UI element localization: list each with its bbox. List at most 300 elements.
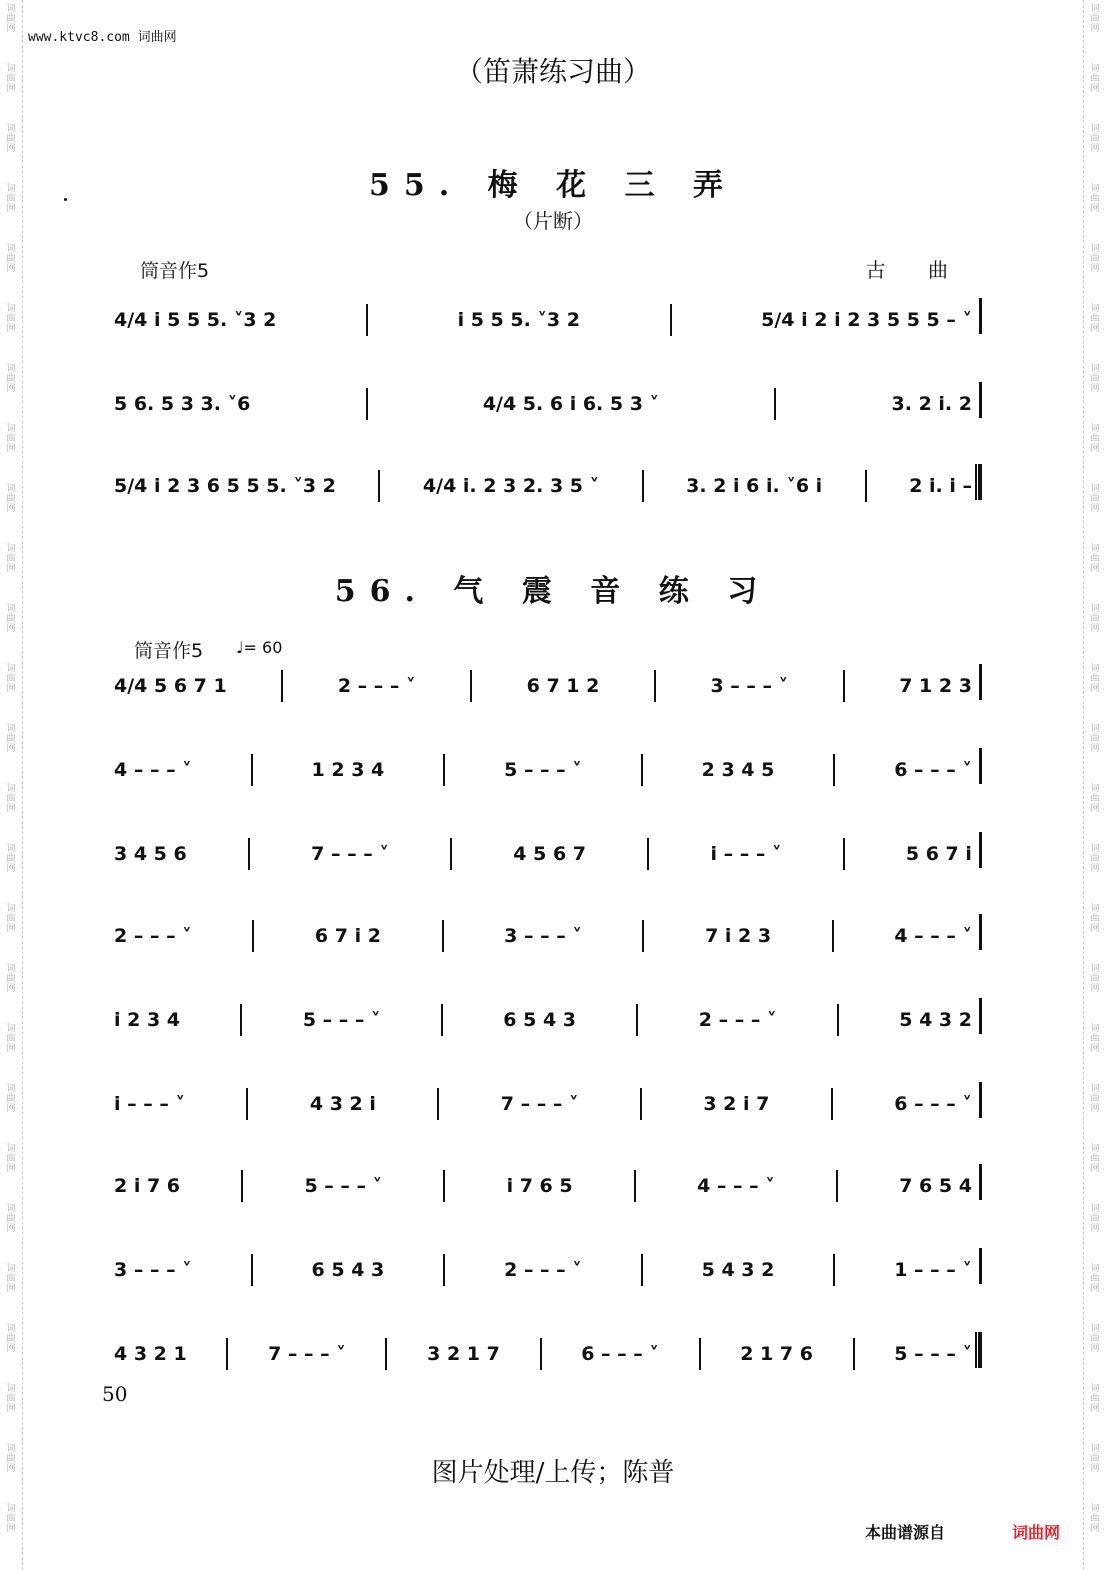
barline <box>281 670 283 702</box>
watermark-char: 曲 <box>1090 14 1100 24</box>
barline <box>979 914 982 950</box>
watermark-char: 曲 <box>6 134 16 144</box>
watermark-char: 词 <box>6 1504 16 1514</box>
watermark-char: 曲 <box>1090 1214 1100 1224</box>
barline <box>642 920 644 952</box>
watermark-char: 曲 <box>1090 1454 1100 1464</box>
measure: 6 7 1 2 <box>526 675 600 697</box>
watermark-group <box>0 1020 22 1080</box>
measure: 3 2 i 7 <box>703 1093 770 1115</box>
watermark-char: 曲 <box>1090 1154 1100 1164</box>
watermark-group <box>0 300 22 360</box>
watermark-char: 词 <box>6 784 16 794</box>
measure: 4 3 2 1 <box>114 1343 187 1365</box>
watermark-char: 词 <box>6 244 16 254</box>
watermark-char: 曲 <box>1090 1334 1100 1344</box>
measure: 5/4 i 2 3 6 5 5 5. ˅3 2 <box>114 475 336 497</box>
watermark-char: 词 <box>6 664 16 674</box>
watermark-char: 网 <box>6 564 16 574</box>
barline <box>979 832 982 868</box>
measure: 3 – – – ˅ <box>114 1259 192 1281</box>
piece-56-title: 56. 气 震 音 练 习 <box>334 574 772 609</box>
watermark-char: 网 <box>1090 264 1100 274</box>
watermark-char: 词 <box>1090 124 1100 134</box>
watermark-char: 词 <box>6 544 16 554</box>
watermark-char: 网 <box>6 1404 16 1414</box>
watermark-char: 网 <box>1090 984 1100 994</box>
watermark-char: 词 <box>6 1324 16 1334</box>
measure: i – – – ˅ <box>710 843 782 865</box>
watermark-char: 网 <box>6 24 16 34</box>
measure: i 2 3 4 <box>114 1009 181 1031</box>
notation-row <box>114 920 972 952</box>
measure: 1 2 3 4 <box>311 759 385 781</box>
watermark-char: 网 <box>6 444 16 454</box>
piece-55-key: 筒音作5 <box>140 260 210 282</box>
measure: 6 7 i 2 <box>314 925 381 947</box>
measure: 1 – – – ˅ <box>894 1259 972 1281</box>
barline <box>979 748 982 784</box>
barline <box>450 838 452 870</box>
barline <box>636 1004 638 1036</box>
measure: 2 – – – ˅ <box>698 1009 777 1031</box>
barline <box>843 838 845 870</box>
barline <box>252 920 254 952</box>
watermark-char: 词 <box>6 184 16 194</box>
watermark-char: 词 <box>1090 1384 1100 1394</box>
watermark-char: 网 <box>1090 1224 1100 1234</box>
watermark-char: 词 <box>6 124 16 134</box>
barline <box>837 1004 839 1036</box>
measure: 3. 2 i 6 i. ˅6 i <box>686 475 823 497</box>
watermark-group <box>0 1320 22 1380</box>
measure: 2 i. i – <box>909 475 972 497</box>
watermark-group <box>1084 900 1106 960</box>
watermark-char: 曲 <box>6 614 16 624</box>
barline <box>979 664 982 700</box>
watermark-char: 网 <box>6 864 16 874</box>
barline <box>251 1254 253 1286</box>
watermark-char: 网 <box>1090 204 1100 214</box>
watermark-char: 曲 <box>1090 374 1100 384</box>
piece-56-line-1 <box>110 662 982 704</box>
watermark-char: 词 <box>1090 364 1100 374</box>
measure: 7 1 2 3 <box>899 675 972 697</box>
measure: 3 – – – ˅ <box>504 925 582 947</box>
watermark-group <box>0 780 22 840</box>
watermark-char: 词 <box>1090 1084 1100 1094</box>
watermark-char: 词 <box>1090 64 1100 74</box>
watermark-char: 词 <box>6 4 16 14</box>
watermark-char: 词 <box>1090 304 1100 314</box>
watermark-char: 曲 <box>6 314 16 324</box>
watermark-char: 词 <box>6 424 16 434</box>
watermark-char: 网 <box>1090 444 1100 454</box>
watermark-char: 曲 <box>1090 614 1100 624</box>
watermark-char: 网 <box>6 1104 16 1114</box>
measure: 5 – – – ˅ <box>504 759 582 781</box>
watermark-group <box>0 1200 22 1260</box>
watermark-char: 曲 <box>6 1214 16 1224</box>
measure: 6 5 4 3 <box>311 1259 385 1281</box>
barline <box>470 670 472 702</box>
watermark-char: 曲 <box>1090 1514 1100 1524</box>
measure: 6 5 4 3 <box>503 1009 577 1031</box>
watermark-group <box>1084 1380 1106 1440</box>
watermark-group <box>1084 660 1106 720</box>
watermark-char: 网 <box>6 1524 16 1534</box>
barline <box>979 382 982 418</box>
barline <box>642 470 644 502</box>
barline <box>699 1338 701 1370</box>
watermark-char: 网 <box>6 1344 16 1354</box>
watermark-group <box>0 1260 22 1320</box>
watermark-char: 词 <box>6 1264 16 1274</box>
watermark-char: 词 <box>1090 1144 1100 1154</box>
measure: 2 1 7 6 <box>740 1343 813 1365</box>
measure: 5 6. 5 3 3. ˅6 <box>114 393 251 415</box>
notation-row <box>114 1170 972 1202</box>
watermark-char: 曲 <box>1090 254 1100 264</box>
barline <box>366 388 368 420</box>
watermark-char: 网 <box>1090 624 1100 634</box>
measure: 7 – – – ˅ <box>500 1093 579 1115</box>
barline <box>640 1088 642 1120</box>
book-title: （笛萧练习曲） <box>454 55 651 88</box>
watermark-group <box>0 720 22 780</box>
piece-56-line-4 <box>110 912 982 954</box>
watermark-char: 网 <box>6 804 16 814</box>
measure: 5 – – – ˅ <box>302 1009 381 1031</box>
watermark-char: 网 <box>1090 384 1100 394</box>
watermark-group <box>0 360 22 420</box>
measure: 4 3 2 i <box>309 1093 376 1115</box>
watermark-char: 网 <box>1090 24 1100 34</box>
watermark-char: 曲 <box>6 914 16 924</box>
watermark-char: 词 <box>1090 1444 1100 1454</box>
watermark-group <box>1084 1020 1106 1080</box>
measure: 5 – – – ˅ <box>304 1175 383 1197</box>
watermark-char: 词 <box>6 1444 16 1454</box>
watermark-group <box>1084 840 1106 900</box>
piece-55-subtitle: （片断） <box>513 209 593 233</box>
watermark-char: 曲 <box>1090 974 1100 984</box>
watermark-group <box>0 960 22 1020</box>
watermark-group <box>1084 1200 1106 1260</box>
watermark-char: 曲 <box>1090 854 1100 864</box>
watermark-char: 词 <box>1090 1204 1100 1214</box>
watermark-char: 词 <box>1090 1264 1100 1274</box>
barline <box>979 998 982 1034</box>
piece-56-line-5 <box>110 996 982 1038</box>
watermark-char: 曲 <box>1090 314 1100 324</box>
watermark-group <box>1084 240 1106 300</box>
measure: 3 – – – ˅ <box>710 675 789 697</box>
measure: 5 4 3 2 <box>899 1009 972 1031</box>
notation-row <box>114 670 972 702</box>
watermark-char: 网 <box>6 744 16 754</box>
watermark-char: 曲 <box>1090 1394 1100 1404</box>
watermark-char: 曲 <box>6 1094 16 1104</box>
piece-55-composer: 古 曲 <box>865 258 966 282</box>
watermark-char: 网 <box>6 1284 16 1294</box>
watermark-char: 网 <box>6 1164 16 1174</box>
watermark-group <box>0 420 22 480</box>
piece-56-line-3 <box>110 830 982 872</box>
barline <box>641 754 643 786</box>
watermark-char: 曲 <box>6 14 16 24</box>
piece-55-title: 55. 梅 花 三 弄 <box>369 168 737 203</box>
watermark-char: 网 <box>1090 744 1100 754</box>
watermark-char: 词 <box>1090 1324 1100 1334</box>
piece-56-line-6 <box>110 1080 982 1122</box>
barline <box>833 1254 835 1286</box>
watermark-char: 词 <box>6 304 16 314</box>
measure: 4 – – – ˅ <box>114 759 192 781</box>
measure: 4/4 5. 6 i 6. 5 3 ˅ <box>482 393 660 415</box>
notation-row <box>114 1004 972 1036</box>
watermark-char: 曲 <box>6 854 16 864</box>
watermark-char: 曲 <box>6 1154 16 1164</box>
watermark-group <box>1084 720 1106 780</box>
watermark-char: 网 <box>6 384 16 394</box>
barline <box>831 1088 833 1120</box>
watermark-char: 曲 <box>1090 794 1100 804</box>
watermark-char: 曲 <box>6 1394 16 1404</box>
barline <box>378 470 380 502</box>
watermark-group <box>1084 1500 1106 1560</box>
page-number: 50 <box>102 1382 128 1406</box>
watermark-char: 网 <box>1090 864 1100 874</box>
measure: 5 6 7 i <box>905 843 972 865</box>
watermark-char: 词 <box>6 1024 16 1034</box>
barline <box>441 1004 443 1036</box>
barline <box>670 304 672 336</box>
watermark-char: 曲 <box>1090 134 1100 144</box>
watermark-group <box>1084 420 1106 480</box>
source-site-link[interactable]: 词曲网 <box>1012 1523 1061 1542</box>
measure: i – – – ˅ <box>114 1093 185 1115</box>
watermark-char: 网 <box>1090 1164 1100 1174</box>
measure: 3. 2 i. 2 <box>891 393 972 415</box>
watermark-group <box>0 1140 22 1200</box>
site-url: www.ktvc8.com 词曲网 <box>28 30 177 45</box>
notation-row <box>114 470 972 502</box>
watermark-char: 网 <box>1090 144 1100 154</box>
watermark-char: 曲 <box>6 434 16 444</box>
watermark-char: 网 <box>6 204 16 214</box>
watermark-char: 词 <box>1090 484 1100 494</box>
measure: 5 – – – ˅ <box>894 1343 972 1365</box>
watermark-char: 曲 <box>6 494 16 504</box>
notation-row <box>114 304 972 336</box>
watermark-char: 曲 <box>6 794 16 804</box>
watermark-char: 词 <box>1090 844 1100 854</box>
watermark-char: 网 <box>6 624 16 634</box>
final-barline <box>975 1332 982 1368</box>
watermark-char: 网 <box>1090 1044 1100 1054</box>
watermark-char: 词 <box>1090 184 1100 194</box>
watermark-char: 曲 <box>6 674 16 684</box>
source-label: 本曲谱源自 <box>865 1523 946 1542</box>
watermark-group <box>1084 360 1106 420</box>
watermark-char: 词 <box>6 1204 16 1214</box>
barline <box>654 670 656 702</box>
watermark-char: 曲 <box>6 374 16 384</box>
measure: 6 – – – ˅ <box>894 759 972 781</box>
measure: 4 – – – ˅ <box>697 1175 775 1197</box>
measure: 3 4 5 6 <box>114 843 187 865</box>
piece-56-line-9 <box>110 1330 982 1372</box>
barline <box>865 470 867 502</box>
measure: 2 – – – ˅ <box>337 675 416 697</box>
watermark-char: 网 <box>1090 1464 1100 1474</box>
final-barline <box>975 464 982 500</box>
watermark-char: 词 <box>1090 4 1100 14</box>
barline <box>832 920 834 952</box>
barline <box>979 298 982 334</box>
measure: 2 – – – ˅ <box>114 925 192 947</box>
barline <box>540 1338 542 1370</box>
watermark-char: 词 <box>6 604 16 614</box>
watermark-char: 词 <box>6 724 16 734</box>
watermark-char: 曲 <box>1090 734 1100 744</box>
barline <box>246 1088 248 1120</box>
watermark-char: 曲 <box>6 554 16 564</box>
notation-row <box>114 1338 972 1370</box>
barline <box>366 304 368 336</box>
watermark-char: 曲 <box>1090 1034 1100 1044</box>
watermark-char: 网 <box>1090 84 1100 94</box>
watermark-group <box>1084 1260 1106 1320</box>
measure: 4/4 i 5 5 5. ˅3 2 <box>114 309 277 331</box>
watermark-group <box>0 840 22 900</box>
watermark-char: 词 <box>1090 904 1100 914</box>
piece-55-line-2 <box>110 380 982 422</box>
measure: 5 4 3 2 <box>701 1259 775 1281</box>
watermark-group <box>1084 480 1106 540</box>
watermark-group <box>0 660 22 720</box>
watermark-group <box>1084 780 1106 840</box>
watermark-char: 曲 <box>6 1454 16 1464</box>
barline <box>437 1088 439 1120</box>
notation-row <box>114 838 972 870</box>
watermark-char: 曲 <box>6 254 16 264</box>
measure: 4/4 5 6 7 1 <box>114 675 227 697</box>
barline <box>248 838 250 870</box>
watermark-char: 曲 <box>1090 194 1100 204</box>
notation-row <box>114 1088 972 1120</box>
measure: i 5 5 5. ˅3 2 <box>457 309 580 331</box>
watermark-group <box>1084 300 1106 360</box>
piece-56-key: 筒音作5 <box>134 640 204 662</box>
watermark-char: 曲 <box>6 734 16 744</box>
watermark-char: 网 <box>1090 924 1100 934</box>
barline <box>442 920 444 952</box>
measure: 7 – – – ˅ <box>311 843 389 865</box>
measure: 7 6 5 4 <box>899 1175 972 1197</box>
barline <box>853 1338 855 1370</box>
watermark-group <box>1084 1080 1106 1140</box>
watermark-char: 词 <box>6 1084 16 1094</box>
watermark-char: 曲 <box>6 1334 16 1344</box>
notation-row <box>114 754 972 786</box>
barline <box>443 754 445 786</box>
watermark-char: 网 <box>6 144 16 154</box>
watermark-char: 网 <box>6 924 16 934</box>
watermark-char: 网 <box>6 1044 16 1054</box>
watermark-char: 网 <box>1090 1284 1100 1294</box>
watermark-char: 曲 <box>1090 554 1100 564</box>
barline <box>979 1082 982 1118</box>
measure: 4 – – – ˅ <box>894 925 972 947</box>
barline <box>385 1338 387 1370</box>
barline <box>979 1248 982 1284</box>
watermark-char: 网 <box>1090 564 1100 574</box>
watermark-char: 网 <box>1090 504 1100 514</box>
watermark-group <box>1084 1320 1106 1380</box>
barline <box>774 388 776 420</box>
watermark-group <box>0 900 22 960</box>
watermark-char: 网 <box>6 1464 16 1474</box>
watermark-char: 曲 <box>1090 674 1100 684</box>
watermark-group <box>0 240 22 300</box>
watermark-group <box>1084 1140 1106 1200</box>
barline <box>836 1170 838 1202</box>
measure: 7 – – – ˅ <box>268 1343 346 1365</box>
watermark-char: 网 <box>1090 1404 1100 1414</box>
watermark-char: 曲 <box>1090 494 1100 504</box>
barline <box>843 670 845 702</box>
piece-55-line-3 <box>110 462 982 504</box>
watermark-char: 网 <box>1090 1104 1100 1114</box>
watermark-char: 曲 <box>6 1034 16 1044</box>
watermark-char: 词 <box>6 904 16 914</box>
watermark-char: 曲 <box>1090 1274 1100 1284</box>
barline <box>634 1170 636 1202</box>
watermark-char: 词 <box>1090 724 1100 734</box>
notation-row <box>114 1254 972 1286</box>
watermark-char: 词 <box>1090 424 1100 434</box>
barline <box>241 1170 243 1202</box>
watermark-char: 词 <box>1090 244 1100 254</box>
watermark-char: 网 <box>6 264 16 274</box>
measure: 4/4 i. 2 3 2. 3 5 ˅ <box>422 475 600 497</box>
barline <box>226 1338 228 1370</box>
watermark-char: 曲 <box>1090 1094 1100 1104</box>
watermark-char: 网 <box>6 684 16 694</box>
watermark-group <box>0 1500 22 1560</box>
watermark-char: 网 <box>6 84 16 94</box>
measure: 6 – – – ˅ <box>581 1343 659 1365</box>
notation-row <box>114 388 972 420</box>
watermark-char: 词 <box>1090 964 1100 974</box>
watermark-char: 曲 <box>6 74 16 84</box>
watermark-char: 网 <box>1090 1524 1100 1534</box>
measure: 6 – – – ˅ <box>894 1093 972 1115</box>
watermark-char: 网 <box>6 1224 16 1234</box>
watermark-group <box>0 1380 22 1440</box>
measure: 2 – – – ˅ <box>504 1259 582 1281</box>
barline <box>240 1004 242 1036</box>
watermark-char: 词 <box>6 1384 16 1394</box>
tempo-marking: ♩= 60 <box>236 638 283 657</box>
watermark-char: 曲 <box>1090 434 1100 444</box>
measure: 2 i 7 6 <box>114 1175 181 1197</box>
measure: 4 5 6 7 <box>513 843 587 865</box>
barline <box>443 1254 445 1286</box>
barline <box>443 1170 445 1202</box>
